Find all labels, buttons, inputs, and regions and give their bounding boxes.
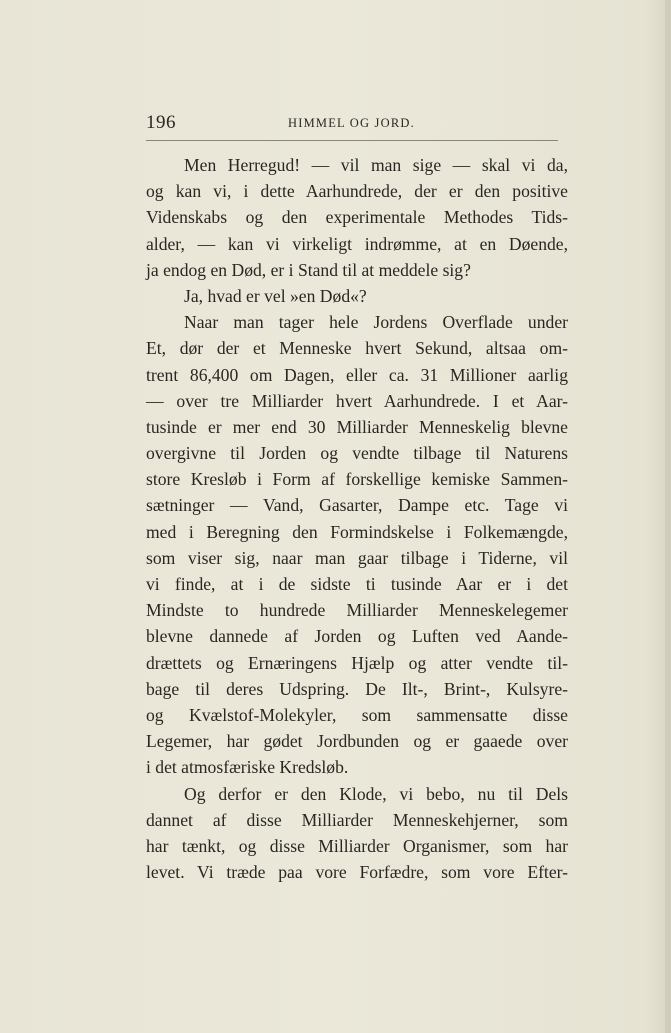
text-line: levet. Vi træde paa vore Forfædre, som vore Efter- <box>146 862 568 883</box>
text-line: sætninger — Vand, Gasarter, Dampe etc. Tage vi <box>146 495 568 516</box>
text-line: Legemer, har gødet Jordbunden og er gaaede over <box>146 731 568 752</box>
body-text <box>146 152 568 885</box>
text-line: alder, — kan vi virkeligt indrømme, at en Døende, <box>146 233 568 254</box>
text-line: med i Beregning den Formindskelse i Folkemængde, <box>146 521 568 542</box>
text-line: — over tre Milliarder hvert Aarhundrede. I et Aar- <box>146 390 568 411</box>
text-line: har tænkt, og disse Milliarder Organismer, som har <box>146 835 568 856</box>
header-rule <box>146 140 558 141</box>
text-line: tusinde er mer end 30 Milliarder Menneskelig blevne <box>146 416 568 437</box>
text-line: store Kresløb i Form af forskellige kemiske Sammen- <box>146 469 568 490</box>
text-line: som viser sig, naar man gaar tilbage i Tiderne, vil <box>146 547 568 568</box>
text-line: ja endog en Død, er i Stand til at meddele sig? <box>146 259 471 280</box>
text-line: overgivne til Jorden og vendte tilbage til Naturens <box>146 443 568 464</box>
running-head: HIMMEL OG JORD. <box>288 116 415 130</box>
text-line: vi finde, at i de sidste ti tusinde Aar er i det <box>146 574 568 594</box>
text-line: og Kvælstof-Molekyler, som sammensatte disse <box>146 704 568 725</box>
text-line: drættets og Ernæringens Hjælp og atter vendte til- <box>146 652 568 673</box>
page-header <box>146 112 558 134</box>
text-line: trent 86,400 om Dagen, eller ca. 31 Millioner aarlig <box>146 364 568 385</box>
text-line: Ja, hvad er vel »en Død«? <box>184 285 367 306</box>
text-line: i det atmosfæriske Kredsløb. <box>146 757 349 778</box>
page-edge <box>665 0 671 1033</box>
text-line: Mindste to hundrede Milliarder Menneskelegemer <box>146 600 568 621</box>
text-line: Naar man tager hele Jordens Overflade under <box>184 312 568 333</box>
page-number: 196 <box>146 112 176 133</box>
text-line: Men Herregud! — vil man sige — skal vi da, <box>184 155 568 175</box>
text-line: og kan vi, i dette Aarhundrede, der er den positive <box>146 181 568 202</box>
text-line: bage til deres Udspring. De Ilt-, Brint-, Kulsyre- <box>146 678 568 699</box>
text-line: Videnskabs og den experimentale Methodes Tids- <box>146 207 568 228</box>
text-line: Og derfor er den Klode, vi bebo, nu til Dels <box>184 783 568 804</box>
text-line: Et, dør der et Menneske hvert Sekund, altsaa om- <box>146 338 568 359</box>
text-line: dannet af disse Milliarder Menneskehjerner, som <box>146 809 568 830</box>
text-line: blevne dannede af Jorden og Luften ved Aande- <box>146 626 568 647</box>
